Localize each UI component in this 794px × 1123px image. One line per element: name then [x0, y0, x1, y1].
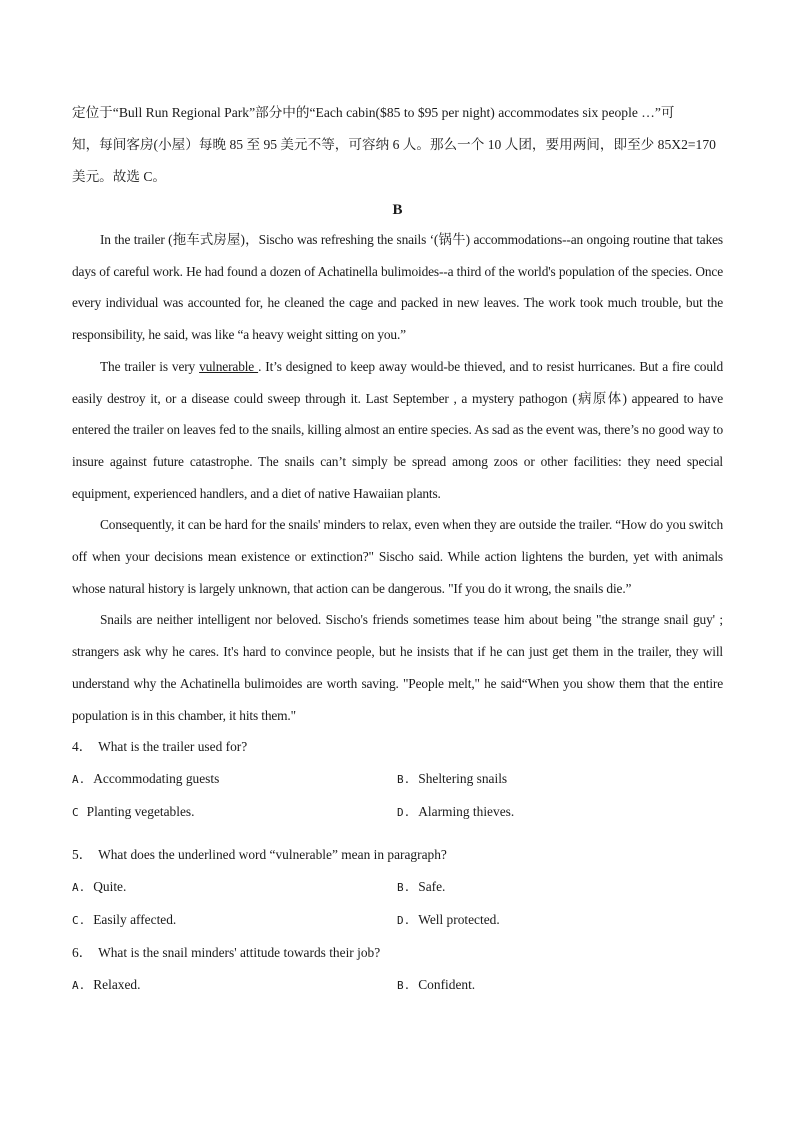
option-letter: A.: [72, 979, 86, 993]
passage-paragraph: In the trailer (拖车式房屋)，Sischo was refreshing the snails ‘(锅牛) accommodations--an ongoing routine that takes days of careful work. He had found a dozen of Achatinella bulimoides--a third of the world's population of the species. Once every individual was accounted for, he cleaned the cage and packed in new leaves. The work took much trouble, but the responsibility, he said, was like “a heavy weight sitting on you.”: [72, 232, 723, 343]
option-a[interactable]: [72, 969, 397, 1002]
option-text: Accommodating guests: [93, 771, 220, 787]
option-d[interactable]: [397, 796, 723, 829]
question-text: What is the trailer used for?: [98, 739, 248, 755]
explanation-line: 定位于“Bull Run Regional Park”部分中的“Each cabin($85 to $95 per night) accommodates six people …”可: [72, 105, 675, 120]
option-c[interactable]: [72, 904, 397, 937]
paragraph-text: The trailer is very: [100, 358, 200, 374]
question-text: What is the snail minders' attitude towards their job?: [98, 945, 381, 961]
option-list: [72, 871, 723, 937]
option-a[interactable]: [72, 871, 397, 904]
option-text: Alarming thieves.: [418, 804, 515, 820]
option-text: Easily affected.: [93, 912, 177, 928]
option-text: Planting vegetables.: [86, 804, 195, 820]
answer-explanation: [72, 97, 723, 193]
question-block: [72, 937, 723, 1002]
passage-paragraph: Snails are neither intelligent nor beloved. Sischo's friends sometimes tease him about being "the strange snail guy' ; strangers ask why he cares. It's hard to convince people, but he insists that if he can just get them in the trailer, they will understand why the Achatinella bulimoides are worth saving. "People melt," he said“When you show them that the entire population is in this chamber, it hits them.": [72, 612, 723, 723]
option-letter: D.: [397, 806, 411, 820]
option-letter: C.: [72, 914, 86, 928]
document-page: [72, 97, 723, 1002]
option-text: Relaxed.: [93, 977, 141, 993]
underlined-word: vulnerable: [199, 358, 259, 374]
option-text: Quite.: [93, 879, 127, 895]
question-block: [72, 731, 723, 829]
option-letter: B.: [397, 881, 411, 895]
reading-passage: [72, 224, 723, 731]
question-number: 5．: [72, 847, 93, 863]
explanation-line: 知，每间客房(小屋）每晚 85 至 95 美元不等，可容纳 6 人。那么一个 10 人团，要用两间，即至少 85X2=170: [72, 137, 716, 152]
spacer: [72, 829, 723, 839]
explanation-line: 美元。故选 C。: [72, 169, 167, 184]
option-c[interactable]: [72, 796, 397, 829]
option-text: Sheltering snails: [418, 771, 508, 787]
option-a[interactable]: [72, 763, 397, 796]
option-letter: C: [72, 806, 79, 820]
option-text: Safe.: [418, 879, 446, 895]
option-letter: D.: [397, 914, 411, 928]
question-number: 4．: [72, 739, 93, 755]
question-stem: [72, 937, 723, 969]
passage-paragraph: [72, 351, 723, 510]
paragraph-text: . It’s designed to keep away would-be thieved, and to resist hurricanes. But a fire could easily destroy it, or a disease could sweep through it. Last September , a mystery pathogon (病原体) appeared to have entered the trailer on leaves fed to the snails, killing almost an entire species. As sad as the event was, there’s no good way to insure against future catastrophe. The snails can’t simply be spread among zoos or other facilities: they need special equipment, experienced handlers, and a diet of native Hawaiian plants.: [72, 358, 723, 501]
option-list: [72, 969, 723, 1002]
question-stem: [72, 839, 723, 871]
option-text: Confident.: [418, 977, 476, 993]
question-number: 6．: [72, 945, 93, 961]
question-stem: [72, 731, 723, 763]
option-letter: A.: [72, 881, 86, 895]
option-letter: A.: [72, 773, 86, 787]
option-b[interactable]: [397, 969, 723, 1002]
option-text: Well protected.: [418, 912, 500, 928]
passage-paragraph: Consequently, it can be hard for the snails' minders to relax, even when they are outside the trailer. “How do you switch off when your decisions mean existence or extinction?" Sischo said. While action lightens the burden, yet with animals whose natural history is largely unknown, that action can be dangerous. "If you do it wrong, the snails die.”: [72, 517, 723, 596]
option-b[interactable]: [397, 871, 723, 904]
question-block: [72, 839, 723, 937]
option-letter: B.: [397, 979, 411, 993]
option-b[interactable]: [397, 763, 723, 796]
section-title: B: [392, 202, 403, 218]
option-d[interactable]: [397, 904, 723, 937]
option-list: [72, 763, 723, 829]
question-text: What does the underlined word “vulnerable” mean in paragraph?: [98, 847, 447, 863]
option-letter: B.: [397, 773, 411, 787]
